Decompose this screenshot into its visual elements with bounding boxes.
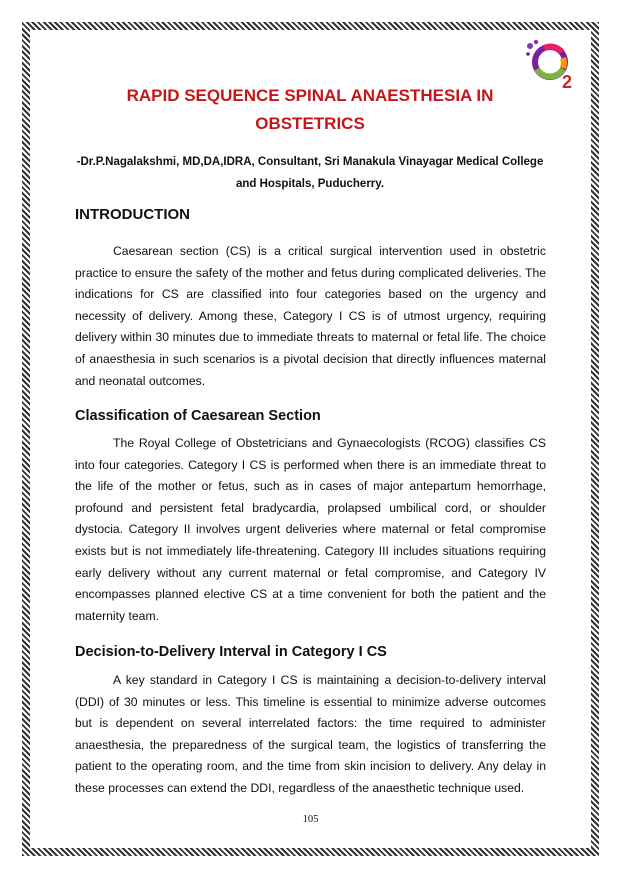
section-heading-introduction: INTRODUCTION <box>75 206 190 223</box>
section-body-ddi: A key standard in Category I CS is maintaining a decision-to-delivery interval (DDI) of 30 minutes or less. This timeline is essential to minimize adverse outcomes but is dependent on several interrelated factors: the time required to administer anaesthesia, the preparedness of the surgical team, the logistics of transferring the patient to the operating room, and the time from skin incision to delivery. Any delay in these processes can extend the DDI, regardless of the anaesthetic technique used. <box>75 673 546 795</box>
author-line1: -Dr.P.Nagalakshmi, MD,DA,IDRA, Consultant, Sri Manakula Vinayagar Medical College <box>76 156 544 168</box>
page-title-line2: OBSTETRICS <box>255 114 365 133</box>
section-body-introduction: Caesarean section (CS) is a critical surgical intervention used in obstetric practice to ensure the safety of the mother and fetus during complicated deliveries. The indications for CS are classified into four categories based on the urgency and necessity of delivery. Among these, Category I CS is of utmost urgency, requiring delivery within 30 minutes due to immediate threats to maternal or fetal life. The choice of anaesthesia in such scenarios is a pivotal decision that directly influences maternal and neonatal outcomes. <box>75 244 546 388</box>
page-number: 105 <box>302 814 319 825</box>
section-body-classification: The Royal College of Obstetricians and Gynaecologists (RCOG) classifies CS into four categories. Category I CS is performed when there is an immediate threat to the life of the mother or fetus, such as in cases of major antepartum hemorrhage, profound and persistent fetal bradycardia, prolapsed umbilical cord, or shoulder dystocia. Category II involves urgent deliveries where maternal or fetal compromise exists but is not immediately life-threatening. Category III includes situations requiring early delivery without any current maternal or fetal compromise, and Category IV encompasses planned elective CS at a time convenient for both the patient and the maternity team. <box>75 436 546 623</box>
page-title-line1: RAPID SEQUENCE SPINAL ANAESTHESIA IN <box>126 86 494 105</box>
section-heading-classification: Classification of Caesarean Section <box>75 408 321 424</box>
logo-subscript: 2 <box>562 72 573 90</box>
o2-logo-icon <box>524 38 578 90</box>
author-line2: and Hospitals, Puducherry. <box>235 178 385 190</box>
author-affiliation <box>60 151 560 195</box>
section-heading-ddi: Decision-to-Delivery Interval in Category I CS <box>75 644 387 660</box>
